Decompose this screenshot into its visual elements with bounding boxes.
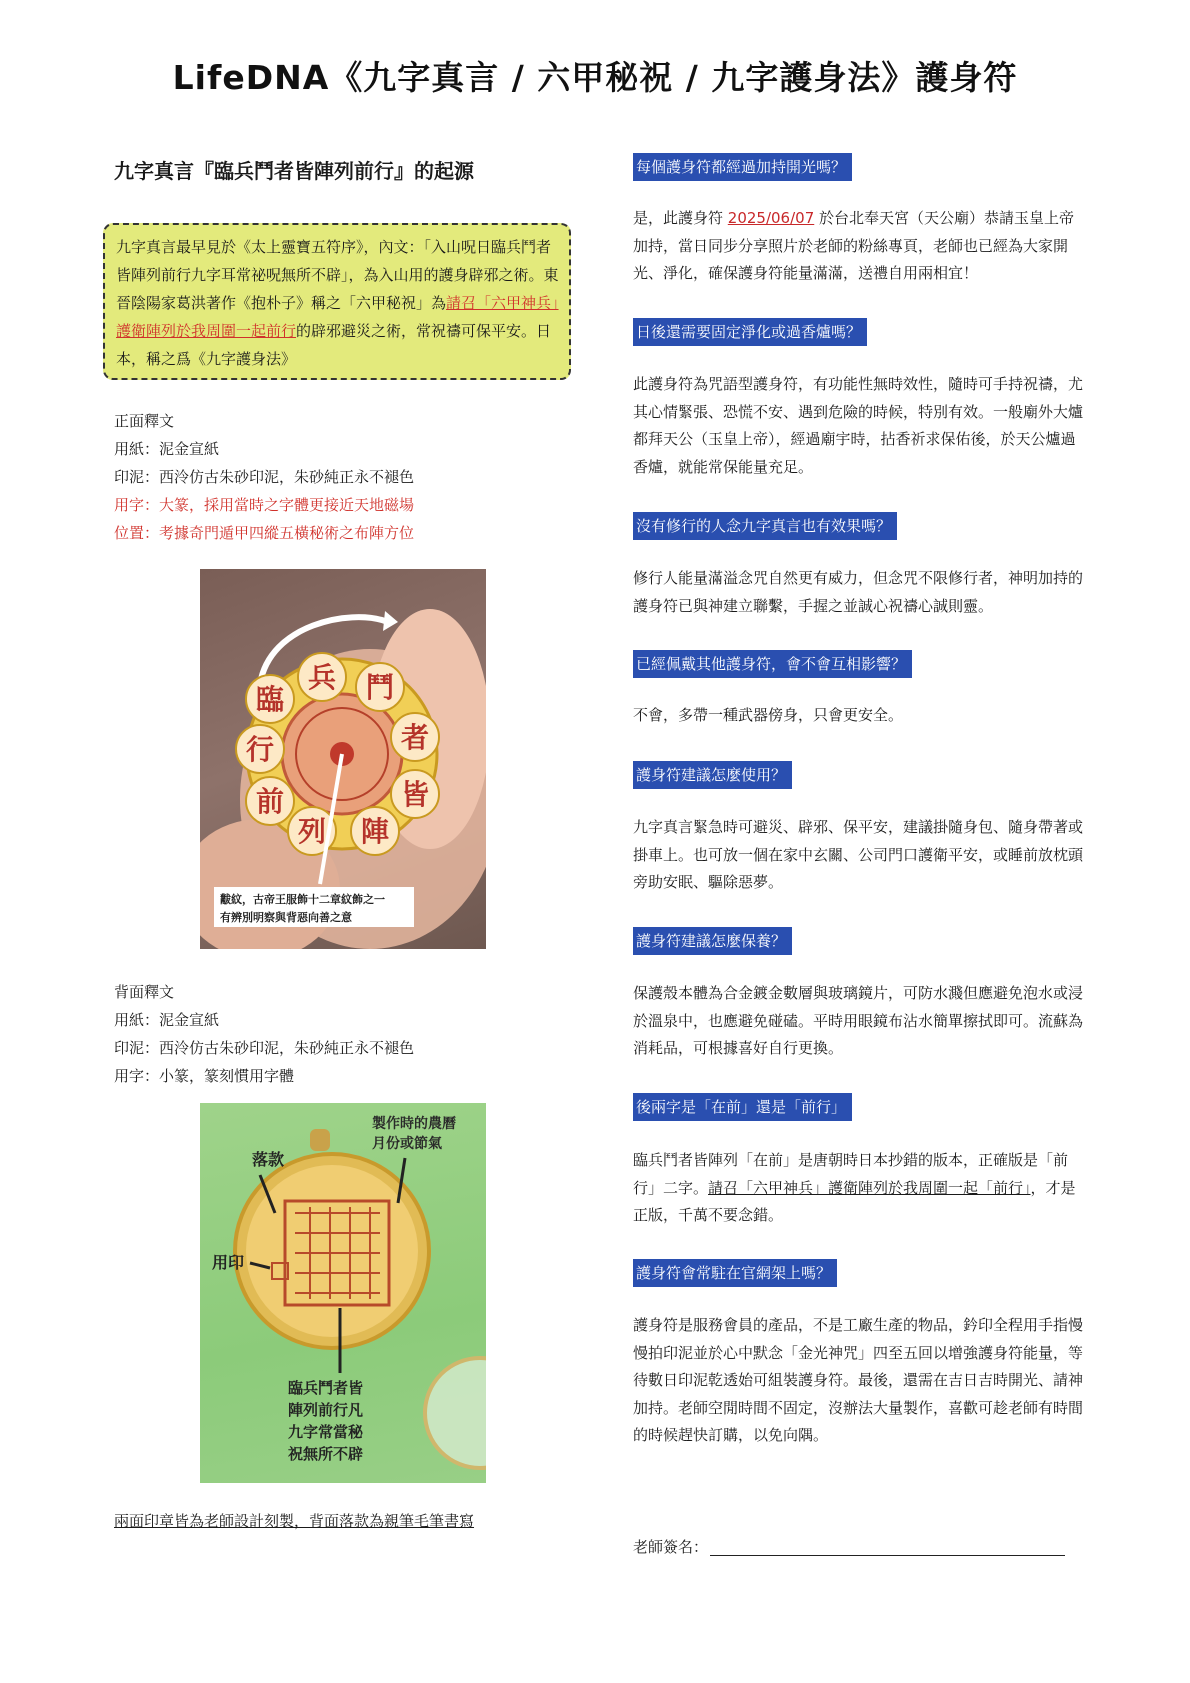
label-date-1: 製作時的農曆	[372, 1116, 456, 1132]
back-center-4: 祝無所不辟	[288, 1445, 364, 1463]
signature-row	[633, 1536, 1065, 1557]
origin-text-2: 的辟邪避災之術，常祝禱可保平安。日本，稱之爲《九字護身法》	[116, 322, 552, 368]
char-lin: 臨	[255, 683, 285, 716]
back-center-1: 臨兵鬥者皆	[288, 1379, 364, 1397]
qa-question-1: 每個護身符都經過加持開光嗎？	[633, 153, 852, 181]
back-photo	[200, 1103, 486, 1483]
char-lie: 列	[297, 815, 327, 848]
qa-answer-1: 是，此護身符 2025/06/07 於台北奉天宮（天公廟）恭請玉皇上帝加持，當日同步分享照片於老師的粉絲專頁，老師也已經為大家開光、淨化，確保護身符能量滿滿，送禮自用兩相宜！	[633, 209, 1075, 282]
front-ink: 印泥：西泠仿古朱砂印泥，朱砂純正永不褪色	[114, 468, 415, 486]
front-heading: 正面釋文	[114, 412, 175, 430]
label-sign: 落款	[252, 1150, 285, 1169]
char-bing: 兵	[307, 661, 337, 694]
char-xing: 行	[245, 733, 275, 766]
char-zhe: 者	[400, 721, 430, 754]
front-font: 用字：大篆，採用當時之字體更接近天地磁場	[114, 496, 415, 514]
origin-heading: 九字真言『臨兵鬥者皆陣列前行』的起源	[114, 159, 474, 183]
front-photo	[200, 569, 486, 949]
front-note-1: 黻紋，古帝王服飾十二章紋飾之一	[220, 893, 385, 906]
qa-answer-6: 保護殼本體為合金鍍金數層與玻璃鏡片，可防水濺但應避免泡水或浸於溫泉中，也應避免碰磕。平時用眼鏡布沾水簡單擦拭即可。流蘇為消耗品，可根據喜好自行更換。	[633, 984, 1084, 1057]
signature-label: 老師簽名：	[633, 1538, 709, 1556]
char-zhen: 陣	[360, 815, 390, 848]
origin-text-1: 九字真言最早見於《太上靈寶五符序》，內文：「入山呪日臨兵鬥者皆陣列前行九字耳常祕呪無所不辟」，為入山用的護身辟邪之術。東晉陰陽家葛洪著作《抱朴子》稱之「六甲秘祝」為	[116, 238, 559, 312]
qa-answer-5: 九字真言緊急時可避災、辟邪、保平安，建議掛隨身包、隨身帶著或掛車上。也可放一個在家中玄關、公司門口護衛平安，或睡前放枕頭旁助安眠、驅除惡夢。	[633, 818, 1084, 891]
char-jie: 皆	[400, 778, 430, 811]
qa-question-4: 已經佩戴其他護身符，會不會互相影響？	[633, 650, 912, 678]
qa-question-2: 日後還需要固定淨化或過香爐嗎？	[633, 318, 867, 346]
char-dou: 鬥	[365, 671, 395, 704]
back-paper: 用紙：泥金宣紙	[114, 1011, 220, 1029]
front-paper: 用紙：泥金宣紙	[114, 440, 220, 458]
back-center-3: 九字常當秘	[288, 1423, 364, 1441]
qa-answer-3: 修行人能量滿溢念咒自然更有威力，但念咒不限修行者，神明加持的護身符已與神建立聯繫，手握之並誠心祝禱心誠則靈。	[633, 569, 1084, 615]
bottom-caption: 兩面印章皆為老師設計刻製，背面落款為親筆毛筆書寫	[114, 1512, 475, 1530]
qa-question-8: 護身符會常駐在官網架上嗎？	[633, 1259, 837, 1287]
qa-question-7: 後兩字是「在前」還是「前行」	[633, 1093, 852, 1121]
back-center-2: 陣列前行凡	[288, 1401, 364, 1419]
front-spec	[114, 407, 414, 547]
blessing-date: 2025/06/07	[727, 209, 815, 227]
qa-answer-8: 護身符是服務會員的產品，不是工廠生產的物品，鈐印全程用手指慢慢拍印泥並於心中默念「金光神咒」四至五回以增強護身符能量，等待數日印泥乾透始可組裝護身符。最後，還需在吉日吉時開光、請神加持。老師空閒時間不固定，沒辦法大量製作，喜歡可趁老師有時間的時候趕快訂購，以免向隅。	[633, 1316, 1084, 1444]
front-note-2: 有辨別明察與背惡向善之意	[220, 911, 352, 924]
origin-box	[103, 223, 571, 380]
back-spec	[114, 978, 414, 1090]
qa-answer-7: 臨兵鬥者皆陣列「在前」是唐朝時日本抄錯的版本，正確版是「前行」二字。請召「六甲神兵」護衛陣列於我周圍一起「前行」，才是正版，千萬不要念錯。	[633, 1151, 1076, 1224]
qa-question-6: 護身符建議怎麼保養？	[633, 927, 792, 955]
qa-question-5: 護身符建議怎麼使用？	[633, 761, 792, 789]
signature-line[interactable]	[710, 1555, 1065, 1556]
page-title: LifeDNA《九字真言 / 六甲秘祝 / 九字護身法》護身符	[172, 58, 1018, 97]
label-seal: 用印	[212, 1253, 245, 1272]
qa7-underlined: 請召「六甲神兵」護衛陣列於我周圍一起「前行」	[708, 1178, 1031, 1197]
qa-answer-4: 不會，多帶一種武器傍身，只會更安全。	[633, 706, 904, 724]
back-ink: 印泥：西泠仿古朱砂印泥，朱砂純正永不褪色	[114, 1039, 415, 1057]
back-font: 用字：小篆，篆刻慣用字體	[114, 1067, 295, 1085]
char-qian: 前	[255, 785, 285, 818]
origin-text-highlight: 請召「六甲神兵」護衛陣列於我周圍一起前行	[116, 294, 559, 340]
label-date-2: 月份或節氣	[372, 1136, 442, 1152]
front-position: 位置：考據奇門遁甲四縱五橫秘術之布陣方位	[114, 524, 415, 542]
qa-answer-2: 此護身符為咒語型護身符，有功能性無時效性，隨時可手持祝禱，尤其心情緊張、恐慌不安、遇到危險的時候，特別有效。一般廟外大爐都拜天公（玉皇上帝），經過廟宇時，拈香祈求保佑後，於天公爐過香爐，就能常保能量充足。	[633, 375, 1084, 476]
back-heading: 背面釋文	[114, 983, 175, 1001]
qa-question-3: 沒有修行的人念九字真言也有效果嗎？	[633, 512, 897, 540]
